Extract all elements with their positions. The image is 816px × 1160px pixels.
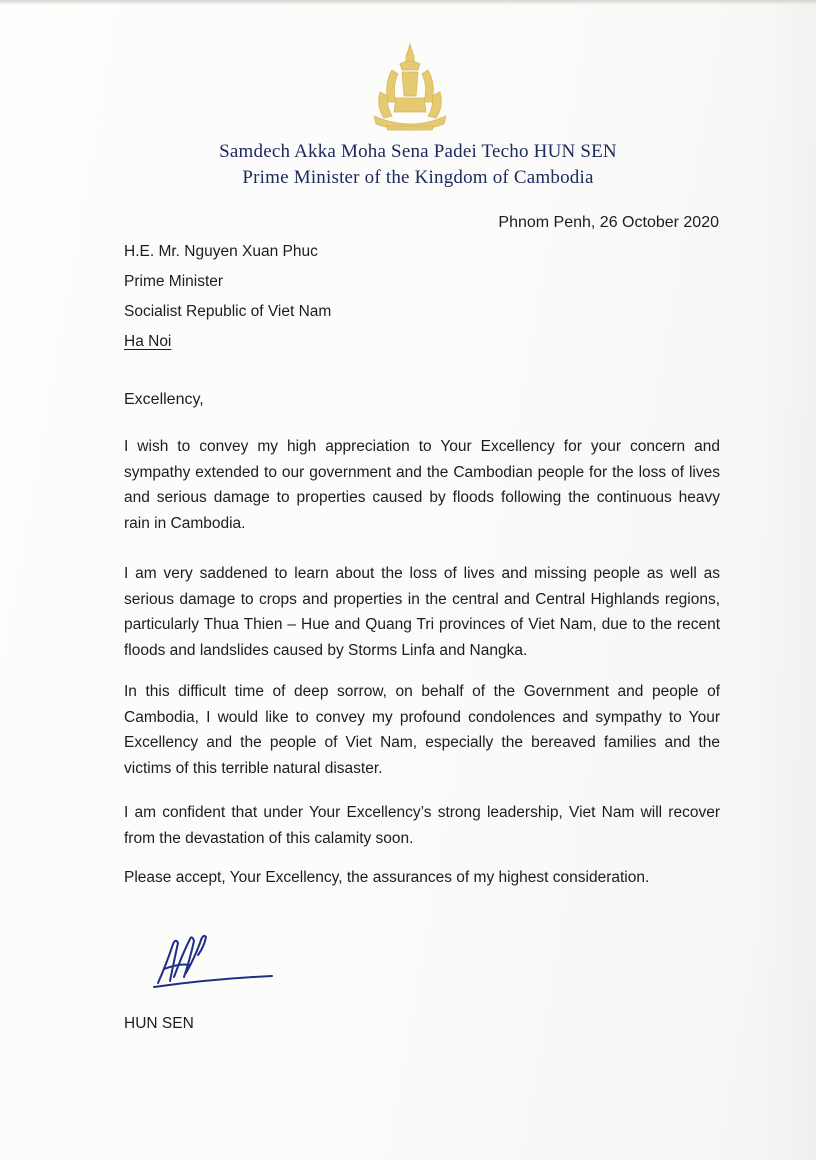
recipient-city: Ha Noi	[124, 333, 172, 350]
recipient-country: Socialist Republic of Viet Nam	[124, 303, 332, 320]
letterhead-name: Samdech Akka Moha Sena Padei Techo HUN SEN	[219, 141, 617, 162]
body-paragraph-3: In this difficult time of deep sorrow, on behalf of the Government and people of Cambodia, I would like to convey my profound condolences and sympathy to Your Excellency and the people of Viet Nam, especially the bereaved families and the victims of this terrible natural disaster.	[124, 683, 720, 777]
salutation: Excellency,	[124, 391, 204, 408]
handwritten-signature-icon	[150, 925, 280, 993]
body-paragraph-2: I am very saddened to learn about the loss of lives and missing people as well as serious damage to crops and properties in the central and Central Highlands regions, particularly Thua Thien – Hue and Quang Tri provinces of Viet Nam, due to the recent floods and landslides caused by Storms Linfa and Nangka.	[124, 565, 720, 659]
signer-name: HUN SEN	[124, 1015, 194, 1032]
recipient-name: H.E. Mr. Nguyen Xuan Phuc	[124, 243, 318, 260]
recipient-position: Prime Minister	[124, 273, 224, 290]
letter-date: Phnom Penh, 26 October 2020	[498, 214, 719, 231]
body-paragraph-1: I wish to convey my high appreciation to Your Excellency for your concern and sympathy extended to our government and the Cambodian people for the loss of lives and serious damage to properties caused by floods following the continuous heavy rain in Cambodia.	[124, 438, 720, 532]
letterhead-title: Prime Minister of the Kingdom of Cambodia	[242, 167, 594, 188]
recipient-address	[124, 237, 331, 357]
letterhead	[0, 139, 816, 191]
royal-arms-of-cambodia-icon	[366, 40, 454, 132]
body-paragraph-4: I am confident that under Your Excellency’s strong leadership, Viet Nam will recover from the devastation of this calamity soon.	[124, 804, 720, 847]
closing-line: Please accept, Your Excellency, the assurances of my highest consideration.	[124, 869, 650, 886]
paper-top-edge	[0, 0, 816, 5]
